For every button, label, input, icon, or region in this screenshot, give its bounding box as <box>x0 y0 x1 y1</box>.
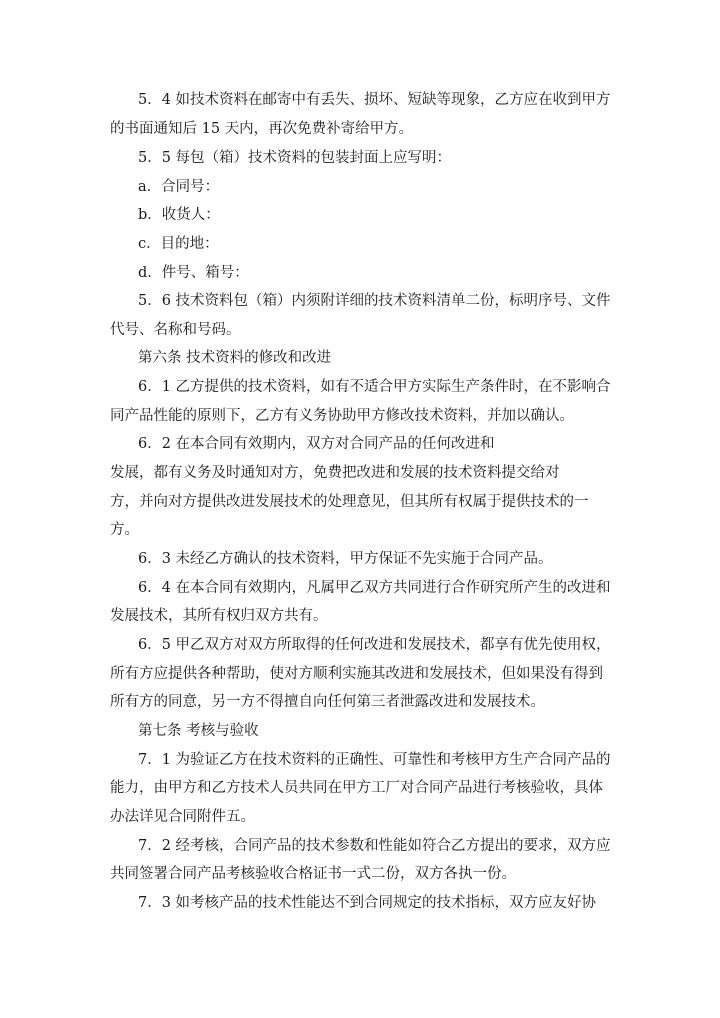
list-item-c: c．目的地： <box>138 236 219 252</box>
paragraph-7-1-line-3: 办法详见合同附件五。 <box>110 809 255 825</box>
paragraph-5-6-line-2: 代号、名称和号码。 <box>110 322 241 338</box>
paragraph-6-3: 6．3 未经乙方确认的技术资料，甲方保证不先实施于合同产品。 <box>138 551 553 567</box>
paragraph-6-4-line-2: 发展技术，其所有权归双方共有。 <box>110 608 328 624</box>
paragraph-6-2-line-4: 方。 <box>110 522 139 538</box>
paragraph-5-4-line-1: 5．4 如技术资料在邮寄中有丢失、损坏、短缺等现象，乙方应在收到甲方 <box>138 92 611 108</box>
paragraph-7-1-line-2: 能力，由甲方和乙方技术人员共同在甲方工厂对合同产品进行考核验收，具体 <box>110 780 603 796</box>
paragraph-5-4-line-2: 的书面通知后 15 天内，再次免费补寄给甲方。 <box>110 121 414 137</box>
paragraph-6-4-line-1: 6．4 在本合同有效期内，凡属甲乙双方共同进行合作研究所产生的改进和 <box>138 580 611 596</box>
paragraph-5-5: 5．5 每包（箱）技术资料的包装封面上应写明： <box>138 150 452 166</box>
paragraph-7-2-line-1: 7．2 经考核，合同产品的技术参数和性能如符合乙方提出的要求，双方应 <box>138 838 611 854</box>
paragraph-6-2-line-3: 方，并向对方提供改进发展技术的处理意见，但其所有权属于提供技术的一 <box>110 494 589 510</box>
paragraph-6-1-line-2: 同产品性能的原则下，乙方有义务协助甲方修改技术资料，并加以确认。 <box>110 408 574 424</box>
paragraph-6-1-line-1: 6．1 乙方提供的技术资料，如有不适合甲方实际生产条件时，在不影响合 <box>138 379 611 395</box>
article-7-heading: 第七条 考核与验收 <box>138 723 259 739</box>
paragraph-6-2-line-2: 发展，都有义务及时通知对方，免费把改进和发展的技术资料提交给对 <box>110 465 560 481</box>
list-item-d: d．件号、箱号： <box>138 265 249 281</box>
list-item-a: a．合同号： <box>138 179 220 195</box>
article-6-heading: 第六条 技术资料的修改和改进 <box>138 350 332 366</box>
paragraph-6-2-line-1: 6．2 在本合同有效期内，双方对合同产品的任何改进和 <box>138 436 495 452</box>
paragraph-6-5-line-3: 所有方的同意，另一方不得擅自向任何第三者泄露改进和发展技术。 <box>110 694 545 710</box>
paragraph-7-2-line-2: 共同签署合同产品考核验收合格证书一式二份，双方各执一份。 <box>110 866 516 882</box>
paragraph-5-6-line-1: 5．6 技术资料包（箱）内须附详细的技术资料清单二份，标明序号、文件 <box>138 293 611 309</box>
paragraph-7-1-line-1: 7．1 为验证乙方在技术资料的正确性、可靠性和考核甲方生产合同产品的 <box>138 752 611 768</box>
paragraph-6-5-line-2: 所有方应提供各种帮助，使对方顺利实施其改进和发展技术，但如果没有得到 <box>110 666 603 682</box>
list-item-b: b．收货人： <box>138 207 220 223</box>
paragraph-6-5-line-1: 6．5 甲乙双方对双方所取得的任何改进和发展技术，都享有优先使用权， <box>138 637 611 653</box>
paragraph-7-3-line-1: 7．3 如考核产品的技术性能达不到合同规定的技术指标，双方应友好协 <box>138 895 597 911</box>
